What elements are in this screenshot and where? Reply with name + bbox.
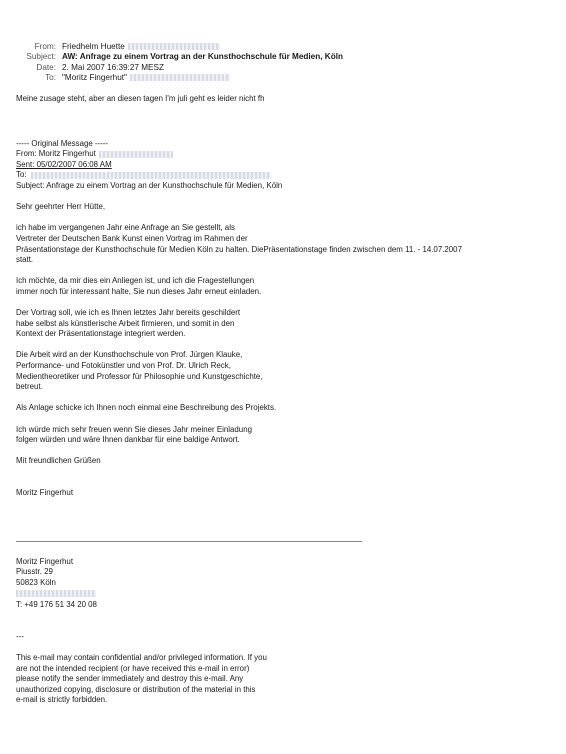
paragraph-3: Der Vortrag soll, wie ich es Ihnen letztes Jahr bereits geschildert habe selbst als künstlerische Arbeit firmieren, und somit in den Kontext der Präsentationstage integriert werden. (16, 308, 241, 339)
paragraph-2: Ich möchte, da mir dies ein Anliegen ist, und ich die Fragestellungen immer noch für interessant halte, Sie nun dieses Jahr erneut einladen. (16, 276, 262, 296)
original-to: To: (16, 170, 27, 180)
from-value: Friedhelm Huette (62, 42, 125, 51)
address-phone: T: +49 176 51 34 20 08 (16, 600, 97, 610)
subject-label: Subject: (26, 52, 56, 61)
date-label: Date: (36, 63, 56, 72)
original-sent: Sent: 05/02/2007 06:08 AM (16, 159, 112, 169)
original-separator: ----- Original Message ----- (16, 138, 109, 148)
to-value: "Moritz Fingerhut" (62, 73, 127, 82)
redacted-email (130, 74, 230, 81)
redacted-email (31, 172, 271, 179)
subject-value: AW: Anfrage zu einem Vortrag an der Kunsthochschule für Medien, Köln (62, 52, 343, 61)
address-city: 50823 Köln (16, 577, 56, 587)
date-value: 2. Mai 2007 16:39:27 MESZ (62, 63, 164, 72)
reply-text: Meine zusage steht, aber an diesen tagen I'm juli geht es leider nicht fh (16, 94, 265, 103)
to-label: To: (45, 73, 56, 82)
paragraph-5: Als Anlage schicke ich Ihnen noch einmal eine Beschreibung des Projekts. (16, 403, 277, 413)
original-from: From: Moritz Fingerhut (16, 149, 96, 159)
signature: Moritz Fingerhut (16, 488, 74, 497)
from-label: From: (34, 42, 56, 51)
dashes: --- (16, 631, 24, 641)
closing: Mit freundlichen Grüßen (16, 456, 101, 466)
email-body (16, 94, 546, 706)
paragraph-1: ich habe im vergangenen Jahr eine Anfrage an Sie gestellt, als Vertreter der Deutschen Bank Kunst einen Vortrag im Rahmen der Präsentationstage der Kunsthochschule für Medien Köln zu halten. DiePräsentationstage finden zwischen dem 11. - 14.07.2007 statt. (16, 223, 462, 265)
redacted-line (16, 590, 96, 597)
original-subject: Subject: Anfrage zu einem Vortrag an der Kunsthochschule für Medien, Köln (16, 180, 283, 190)
address-name: Moritz Fingerhut (16, 556, 74, 566)
disclaimer: This e-mail may contain confidential and/or privileged information. If you are not the intended recipient (or have received this e-mail in error) please notify the sender immediately and destroy this e-mail. Any unauthorized copying, disclosure or distribution of the material in this e-mail is strictly forbidden. (16, 652, 267, 705)
salutation: Sehr geehrter Herr Hütte, (16, 202, 106, 212)
redacted-email (99, 151, 173, 158)
redacted-email (128, 43, 220, 50)
address-street: Piusstr. 29 (16, 567, 53, 577)
paragraph-4: Die Arbeit wird an der Kunsthochschule von Prof. Jürgen Klauke, Performance- und Fotokünstler und von Prof. Dr. Ulrich Reck, Medientheoretiker und Professor für Philosophie und Kunstgeschichte, betreut. (16, 350, 263, 392)
paragraph-6: Ich würde mich sehr freuen wenn Sie dieses Jahr meiner Einladung folgen würden und wäre Ihnen dankbar für eine baldige Antwort. (16, 424, 252, 445)
